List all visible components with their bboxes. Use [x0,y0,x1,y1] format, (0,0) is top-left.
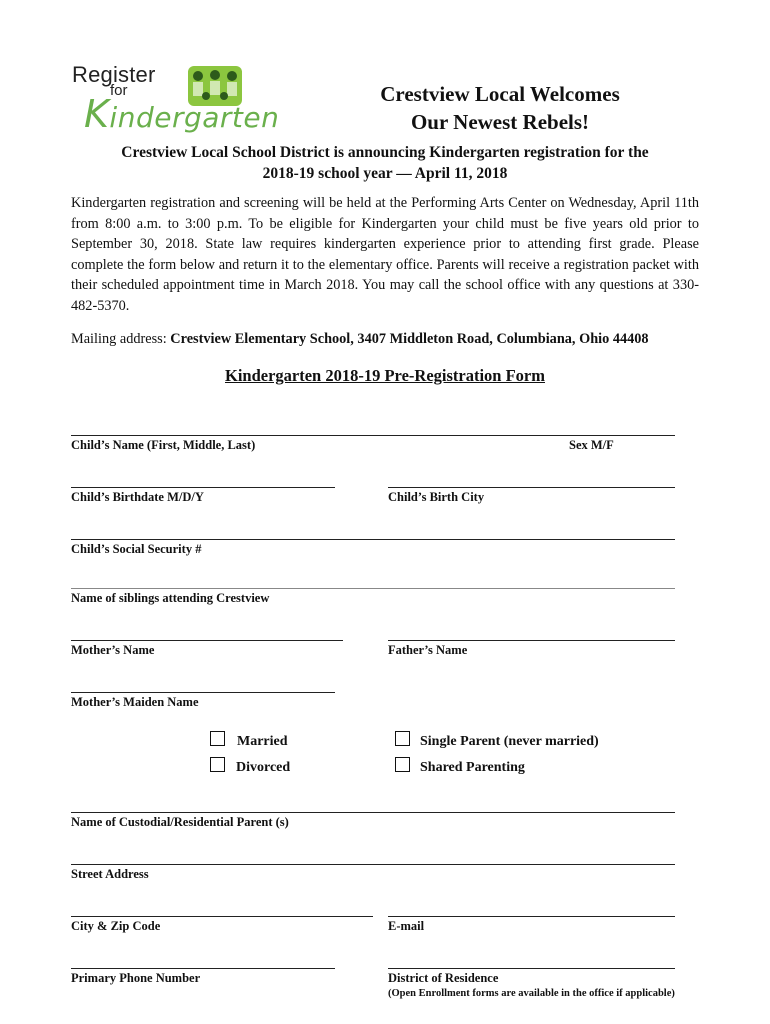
custodial-parent-label: Name of Custodial/Residential Parent (s) [71,815,289,829]
phone-label: Primary Phone Number [71,971,201,985]
city-zip-label: City & Zip Code [71,919,161,933]
form-title: Kindergarten 2018-19 Pre-Registration Form [225,366,545,385]
single-parent-label: Single Parent (never married) [420,734,599,749]
logo-kindergarten-text: Kindergarten [84,92,280,136]
father-name-line[interactable] [388,640,675,641]
sex-label: Sex M/F [569,438,614,452]
mother-name-line[interactable] [71,640,343,641]
email-label: E-mail [388,919,425,933]
birthdate-label: Child’s Birthdate M/D/Y [71,490,204,504]
child-name-line[interactable] [71,435,675,436]
phone-line[interactable] [71,968,335,969]
street-address-line[interactable] [71,864,675,865]
divorced-checkbox[interactable] [210,757,225,772]
custodial-parent-line[interactable] [71,812,675,813]
announcement [60,142,710,184]
birth-city-label: Child’s Birth City [388,490,485,504]
info-paragraph: Kindergarten registration and screening will be held at the Performing Arts Center on Wednesday, April 11th from 8:00 a.m. to 3:00 p.m. To be eligible for Kindergarten your child must be five years old prior to September 30, 2018. State law requires kindergarten experience prior to attending first grade. Please complete the form below and return it to the elementary office. Parents will receive a registration packet with their scheduled appointment time in March 2018. You may call the school office with any questions at 330-482-5370. [71,195,699,314]
father-name-label: Father’s Name [388,643,468,657]
shared-parenting-label: Shared Parenting [420,760,525,775]
mother-name-label: Mother’s Name [71,643,155,657]
district-line[interactable] [388,968,675,969]
announcement-line2: 2018-19 school year — April 11, 2018 [262,165,508,182]
page-title-line1: Crestview Local Welcomes [380,82,620,106]
ssn-label: Child’s Social Security # [71,542,202,556]
mailing-label: Mailing address: [71,331,171,347]
mother-maiden-label: Mother’s Maiden Name [71,695,199,709]
logo-register-text: Register [72,62,156,87]
married-label: Married [237,734,288,749]
married-checkbox[interactable] [210,731,225,746]
siblings-line[interactable] [71,588,675,589]
siblings-label: Name of siblings attending Crestview [71,591,270,605]
register-kindergarten-logo [70,62,300,136]
email-line[interactable] [388,916,675,917]
shared-parenting-checkbox[interactable] [395,757,410,772]
logo-for-text: for [110,82,128,99]
mother-maiden-line[interactable] [71,692,335,693]
divorced-label: Divorced [236,760,291,775]
page-title-line2: Our Newest Rebels! [410,110,590,134]
city-zip-line[interactable] [71,916,373,917]
announcement-line1: Crestview Local School District is announcing Kindergarten registration for the [121,144,649,161]
mailing-address-value: Crestview Elementary School, 3407 Middleton Road, Columbiana, Ohio 44408 [170,331,649,347]
birth-city-line[interactable] [388,487,675,488]
district-label: District of Residence [388,971,499,985]
birthdate-line[interactable] [71,487,335,488]
child-name-label: Child’s Name (First, Middle, Last) [71,438,256,452]
district-note: (Open Enrollment forms are available in the office if applicable) [388,988,675,999]
ssn-line[interactable] [71,539,675,540]
single-parent-checkbox[interactable] [395,731,410,746]
mailing-address [71,331,649,348]
street-address-label: Street Address [71,867,149,881]
